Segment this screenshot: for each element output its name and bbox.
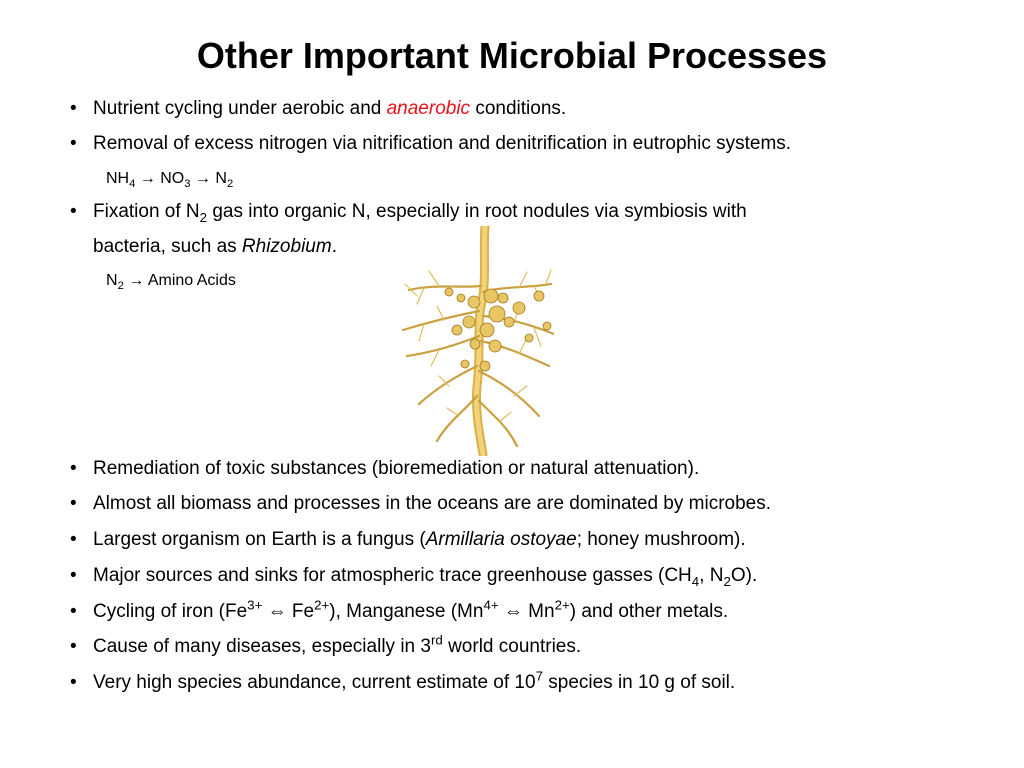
bullet-marker: • <box>70 565 77 586</box>
bullet-text: ), Manganese (Mn <box>329 601 484 622</box>
bullet-text: Largest organism on Earth is a fungus ( <box>93 529 426 550</box>
bullet-text: O). <box>730 565 758 586</box>
rhizobium-italic: Rhizobium <box>241 236 332 257</box>
bullet-text: . <box>331 236 337 257</box>
eq-term: NH <box>106 170 130 187</box>
bullet-text: Major sources and sinks for atmospheric trace greenhouse gasses (CH <box>93 565 692 586</box>
legume-root-nodules-image <box>399 226 554 456</box>
arrow-icon: → <box>128 272 145 289</box>
bullet-marker: • <box>70 133 77 154</box>
eq-term: N <box>106 272 118 289</box>
bullet-text: Remediation of toxic substances (bioremediation or natural attenuation). <box>93 458 700 479</box>
bullet-text: species in 10 g of soil. <box>542 672 736 693</box>
bullet-text: ) and other metals. <box>569 601 729 622</box>
bullet-marker: • <box>70 98 77 119</box>
eq-term: Amino Acids <box>147 272 236 289</box>
bullet-text: Fe <box>286 601 315 622</box>
subscript: 2 <box>723 573 731 589</box>
double-arrow-icon: ⇔ <box>267 601 287 622</box>
superscript: 2+ <box>554 597 570 613</box>
eq-subscript: 4 <box>129 178 136 191</box>
bullet-marker: • <box>70 458 77 479</box>
subscript: 2 <box>199 209 208 225</box>
bullet-text: world countries. <box>442 636 582 657</box>
bullet-marker: • <box>70 529 77 550</box>
superscript: 7 <box>535 668 543 684</box>
anaerobic-emphasis: anaerobic <box>386 98 471 119</box>
eq-subscript: 2 <box>117 280 124 293</box>
bullet-text: gas into organic N, especially in root nodules via symbiosis with <box>207 201 747 222</box>
bullet-text: , N <box>699 565 724 586</box>
bullet-marker: • <box>70 636 77 657</box>
arrow-icon: → <box>194 170 211 187</box>
bullet-text: Almost all biomass and processes in the oceans are are dominated by microbes. <box>93 493 772 514</box>
bullet-text: Nutrient cycling under aerobic and <box>93 98 387 119</box>
eq-subscript: 3 <box>184 178 191 191</box>
equation-nitrification <box>106 168 233 190</box>
bullet-marker: • <box>70 601 77 622</box>
eq-subscript: 2 <box>226 178 234 191</box>
bullet-text: Mn <box>522 601 555 622</box>
bullet-text: conditions. <box>470 98 567 119</box>
bullet-marker: • <box>70 672 77 693</box>
eq-term: NO <box>160 170 185 187</box>
bullet-marker: • <box>70 493 77 514</box>
superscript: 3+ <box>247 597 263 613</box>
bullet-text: Cause of many diseases, especially in 3 <box>93 636 431 657</box>
bullet-text: Very high species abundance, current estimate of 10 <box>93 672 536 693</box>
species-italic: Armillaria ostoyae <box>425 529 577 550</box>
double-arrow-icon: ⇔ <box>503 601 523 622</box>
equation-fixation <box>106 270 236 292</box>
subscript: 4 <box>691 573 700 589</box>
eq-term: N <box>215 170 227 187</box>
bullet-text: bacteria, such as <box>93 236 242 257</box>
bullet-text: Fixation of N <box>93 201 200 222</box>
arrow-icon: → <box>139 170 156 187</box>
bullet-text: ; honey mushroom). <box>576 529 746 550</box>
superscript: 2+ <box>314 597 330 613</box>
bullet-text: Removal of excess nitrogen via nitrification and denitrification in eutrophic systems. <box>93 133 792 154</box>
superscript: rd <box>430 632 443 648</box>
bullet-marker: • <box>70 201 77 222</box>
superscript: 4+ <box>483 597 499 613</box>
bullet-text: Cycling of iron (Fe <box>93 601 248 622</box>
slide-title: Other Important Microbial Processes <box>196 35 828 76</box>
